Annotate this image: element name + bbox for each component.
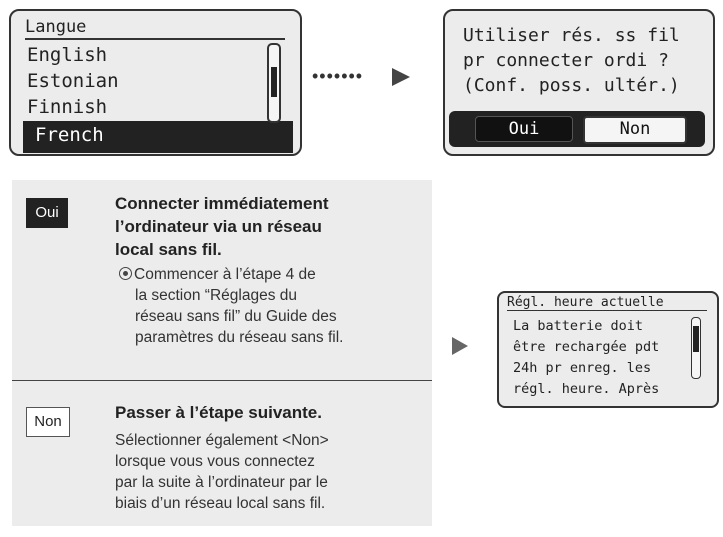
language-item-finnish[interactable]: Finnish xyxy=(27,96,108,118)
yes-button[interactable]: Oui xyxy=(475,116,573,142)
language-item-estonian[interactable]: Estonian xyxy=(27,70,119,92)
language-select-screen xyxy=(9,9,302,156)
yes-option-body: Commencer à l’étape 4 de la section “Réglages du réseau sans fil” du Guide des paramètres du réseau sans fil. xyxy=(119,264,344,348)
options-explanation-panel xyxy=(12,180,432,526)
prompt-line-2: pr connecter ordi ? xyxy=(463,50,669,71)
no-option-body: Sélectionner également <Non> lorsque vous vous connectez par la suite à l’ordinateur par le biais d’un réseau local sans fil. xyxy=(115,432,329,512)
time-screen-title: Régl. heure actuelle xyxy=(507,295,707,311)
no-option-heading: Passer à l’étape suivante. xyxy=(115,403,322,422)
prompt-line-3: (Conf. poss. ultér.) xyxy=(463,75,680,96)
next-arrow-icon xyxy=(450,335,470,357)
language-item-english[interactable]: English xyxy=(27,44,108,66)
battery-message-line-2: être rechargée pdt xyxy=(513,339,660,355)
wireless-connect-prompt-screen xyxy=(443,9,715,156)
current-time-setting-screen xyxy=(497,291,719,408)
prompt-line-1: Utiliser rés. ss fil xyxy=(463,25,680,46)
option-divider xyxy=(12,380,432,381)
no-button[interactable]: Non xyxy=(583,116,687,144)
battery-message-line-3: 24h pr enreg. les xyxy=(513,360,652,376)
language-screen-title: Langue xyxy=(25,17,285,40)
battery-message-line-4: régl. heure. Après xyxy=(513,381,660,397)
battery-message-line-1: La batterie doit xyxy=(513,318,644,334)
yes-option-badge: Oui xyxy=(26,198,68,228)
language-selected-label: French xyxy=(35,124,104,146)
prompt-button-row xyxy=(449,111,705,147)
language-scrollbar[interactable] xyxy=(267,43,281,123)
scrollbar-thumb[interactable] xyxy=(271,67,277,97)
language-item-selected[interactable] xyxy=(23,121,293,153)
no-option-badge: Non xyxy=(26,407,70,437)
message-scrollbar[interactable] xyxy=(691,317,701,379)
yes-option-heading: Connecter immédiatement l’ordinateur via un réseau local sans fil. xyxy=(115,194,329,259)
radio-bullet-icon xyxy=(119,267,132,280)
scrollbar-thumb[interactable] xyxy=(693,326,699,352)
